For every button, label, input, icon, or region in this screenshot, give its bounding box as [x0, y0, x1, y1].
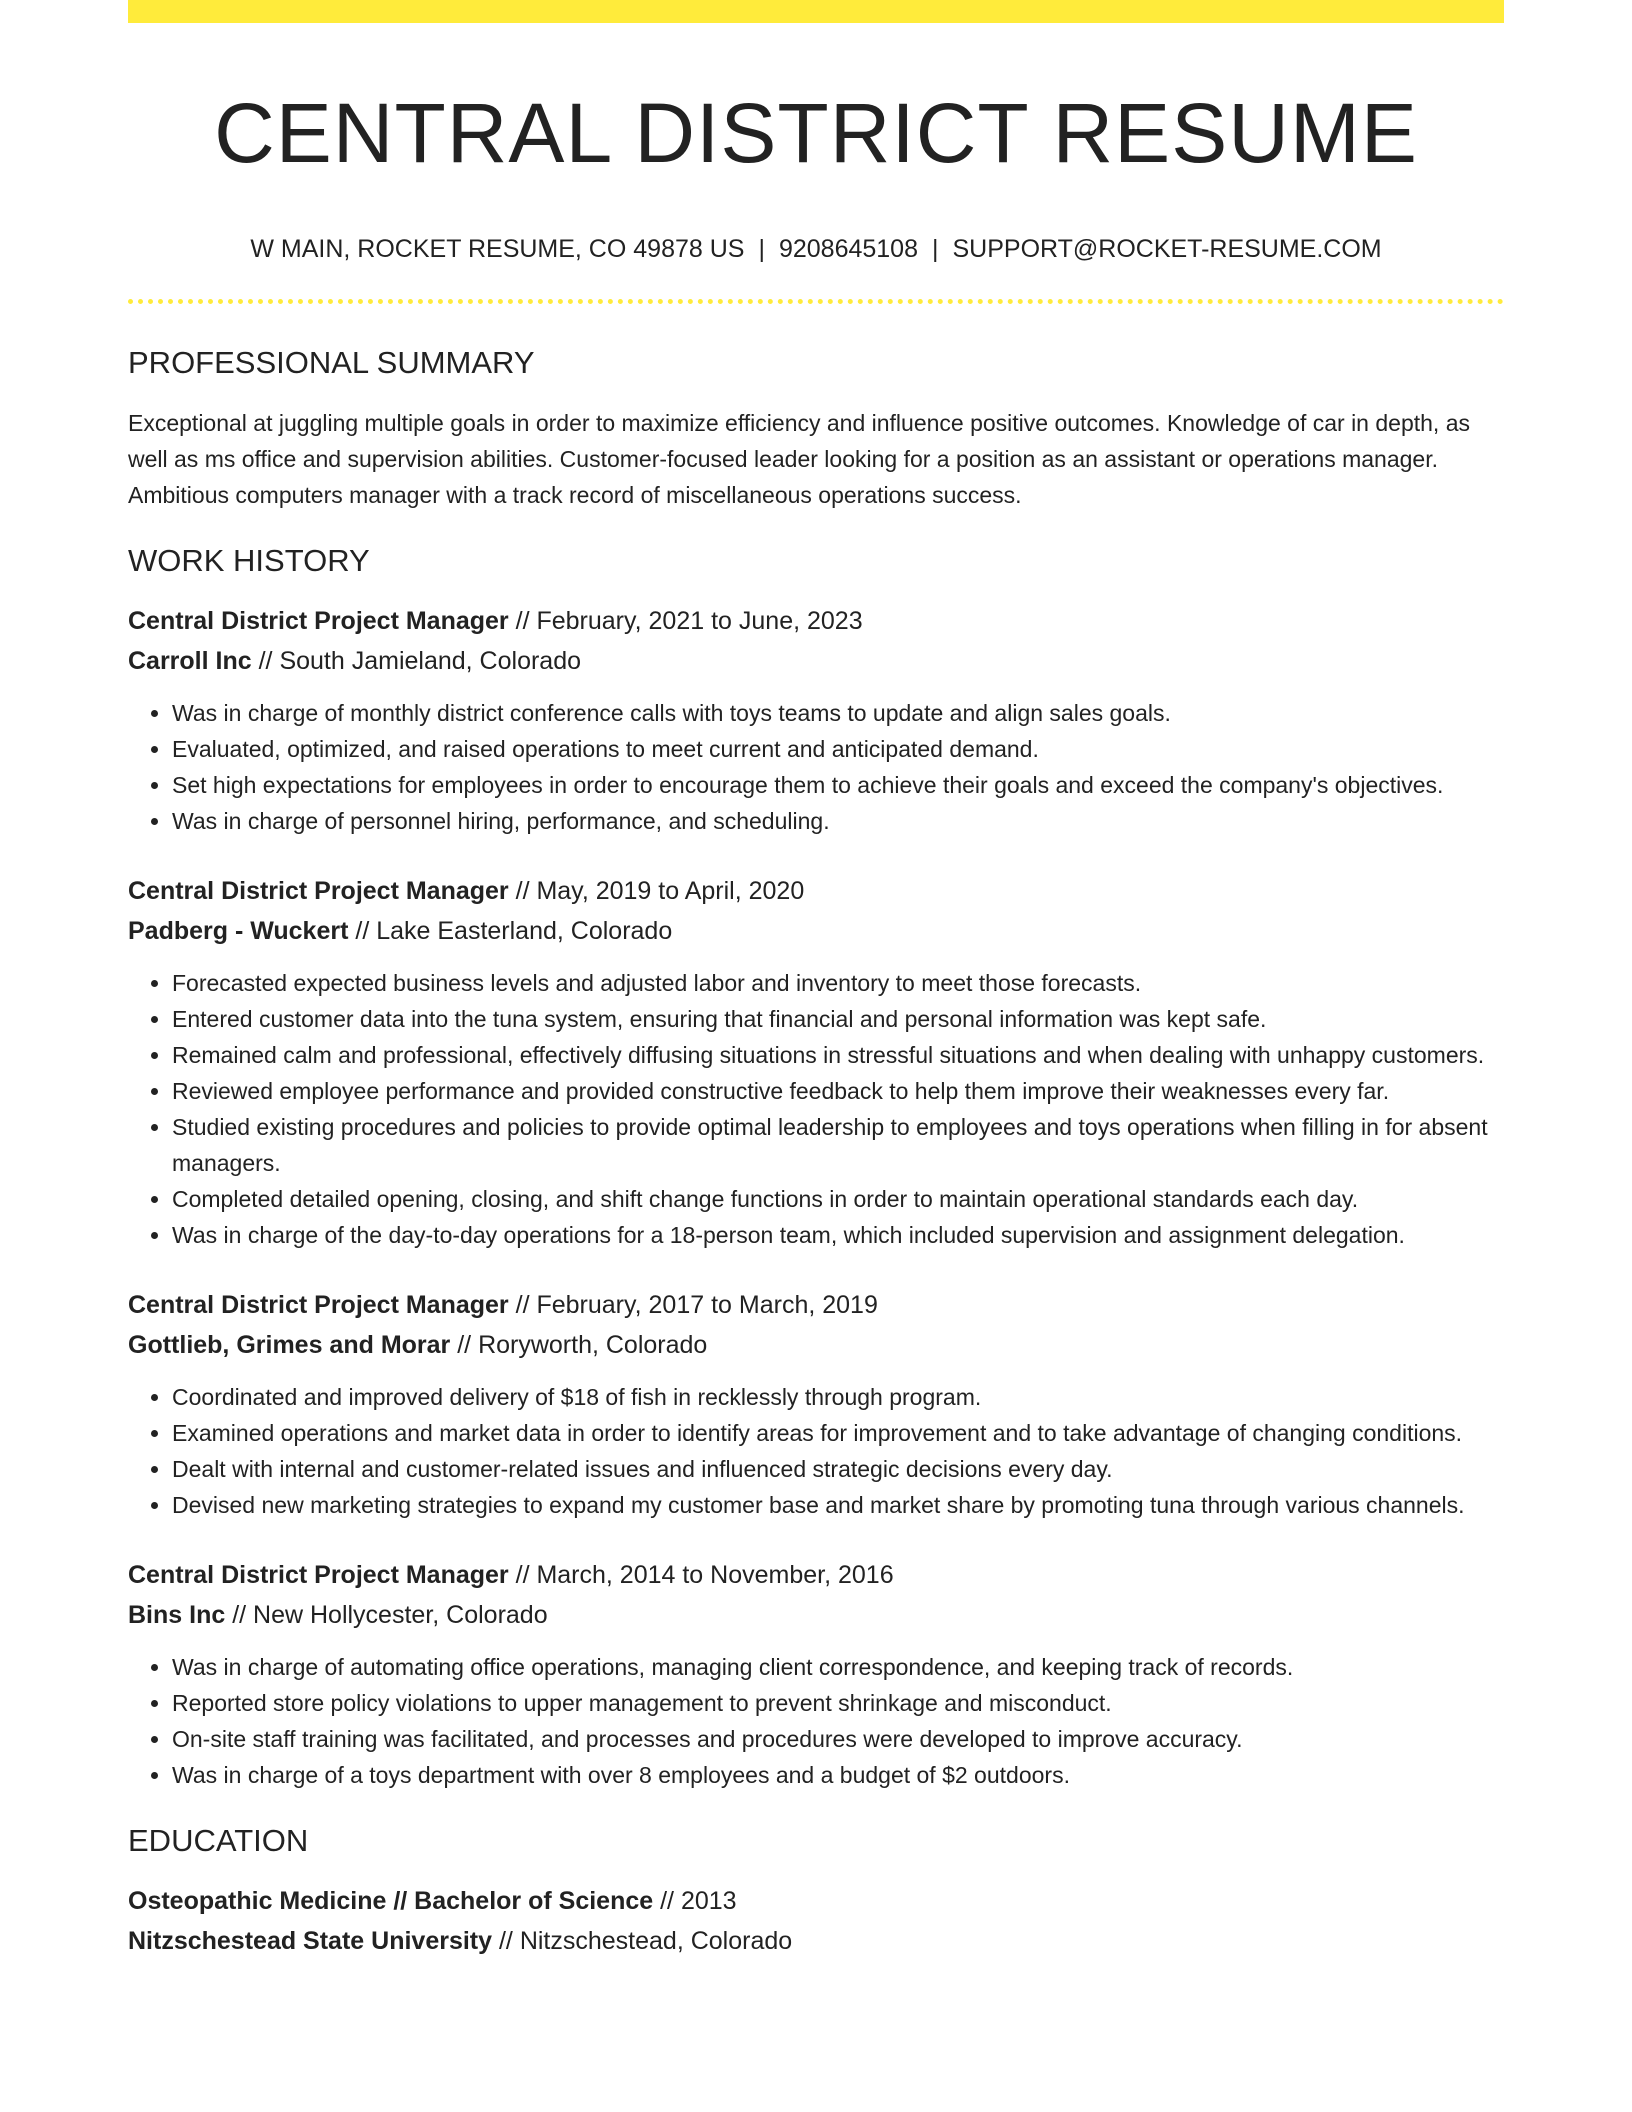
job-location: // South Jamieland, Colorado	[251, 647, 582, 675]
contact-separator: |	[932, 235, 939, 263]
job-bullet-list	[128, 1649, 1504, 1793]
job-company-line	[128, 1325, 1504, 1365]
top-accent-bar	[128, 0, 1504, 23]
education-degree: Osteopathic Medicine // Bachelor of Science	[128, 1887, 654, 1915]
contact-email: SUPPORT@ROCKET-RESUME.COM	[952, 235, 1382, 263]
job-company-line	[128, 1595, 1504, 1635]
job-dates: // February, 2017 to March, 2019	[508, 1291, 878, 1319]
job-company-line	[128, 911, 1504, 951]
education-school: Nitzschestead State University	[128, 1927, 493, 1955]
job-bullet: • Dealt with internal and customer-related issues and influenced strategic decisions every day.	[172, 1451, 1504, 1487]
summary-text: Exceptional at juggling multiple goals in order to maximize efficiency and influence positive outcomes. Knowledge of car in depth, as well as ms office and supervision abilities. Customer-focused leader looking for a position as an assistant or operations manager. Ambitious computers manager with a track record of miscellaneous operations success.	[128, 410, 1470, 508]
summary-heading: PROFESSIONAL SUMMARY	[128, 345, 535, 380]
job-bullet: • Was in charge of personnel hiring, performance, and scheduling.	[172, 803, 1504, 839]
job-location: // New Hollycester, Colorado	[225, 1601, 548, 1629]
job-title-line	[128, 871, 1504, 911]
job-bullet: • Was in charge of the day-to-day operations for a 18-person team, which included supervision and assignment delegation.	[172, 1217, 1504, 1253]
job-entry	[128, 871, 1504, 1253]
contact-phone: 9208645108	[778, 235, 918, 263]
job-company: Bins Inc	[128, 1601, 226, 1629]
job-title-line	[128, 1555, 1504, 1595]
job-role: Central District Project Manager	[128, 1291, 509, 1319]
job-location: // Roryworth, Colorado	[450, 1331, 708, 1359]
job-bullet: • Remained calm and professional, effectively diffusing situations in stressful situations and when dealing with unhappy customers.	[172, 1037, 1504, 1073]
job-location: // Lake Easterland, Colorado	[348, 917, 673, 945]
work-history-list	[128, 601, 1504, 1793]
job-bullet: • Was in charge of automating office operations, managing client correspondence, and keeping track of records.	[172, 1649, 1504, 1685]
job-company: Gottlieb, Grimes and Morar	[128, 1331, 451, 1359]
work-history-heading: WORK HISTORY	[128, 543, 370, 578]
contact-separator: |	[758, 235, 765, 263]
contact-address: W MAIN, ROCKET RESUME, CO 49878 US	[250, 235, 745, 263]
education-entry	[128, 1881, 1504, 1961]
job-dates: // February, 2021 to June, 2023	[508, 607, 863, 635]
job-bullet: • Evaluated, optimized, and raised operations to meet current and anticipated demand.	[172, 731, 1504, 767]
job-company-line	[128, 641, 1504, 681]
job-entry	[128, 1285, 1504, 1523]
dotted-divider	[128, 299, 1504, 304]
job-bullet: • Was in charge of a toys department with over 8 employees and a budget of $2 outdoors.	[172, 1757, 1504, 1793]
contact-line	[128, 233, 1504, 265]
job-role: Central District Project Manager	[128, 607, 509, 635]
education-degree-line	[128, 1881, 1504, 1921]
job-bullet: • Coordinated and improved delivery of $18 of fish in recklessly through program.	[172, 1379, 1504, 1415]
resume-name: CENTRAL DISTRICT RESUME	[214, 86, 1418, 180]
job-bullet: • Was in charge of monthly district conference calls with toys teams to update and align sales goals.	[172, 695, 1504, 731]
job-bullet-list	[128, 965, 1504, 1253]
education-year: // 2013	[653, 1887, 737, 1915]
education-location: // Nitzschestead, Colorado	[492, 1927, 793, 1955]
job-bullet: • Devised new marketing strategies to expand my customer base and market share by promoting tuna through various channels.	[172, 1487, 1504, 1523]
job-bullet: • Entered customer data into the tuna system, ensuring that financial and personal information was kept safe.	[172, 1001, 1504, 1037]
education-heading: EDUCATION	[128, 1823, 309, 1858]
job-bullet: • Examined operations and market data in order to identify areas for improvement and to take advantage of changing conditions.	[172, 1415, 1504, 1451]
job-bullet: • On-site staff training was facilitated, and processes and procedures were developed to improve accuracy.	[172, 1721, 1504, 1757]
job-bullet: • Reviewed employee performance and provided constructive feedback to help them improve their weaknesses every far.	[172, 1073, 1504, 1109]
job-title-line	[128, 601, 1504, 641]
education-school-line	[128, 1921, 1504, 1961]
job-bullet: • Forecasted expected business levels and adjusted labor and inventory to meet those forecasts.	[172, 965, 1504, 1001]
job-bullet-list	[128, 695, 1504, 839]
job-bullet-list	[128, 1379, 1504, 1523]
job-entry	[128, 1555, 1504, 1793]
job-bullet: • Studied existing procedures and policies to provide optimal leadership to employees and toys operations when filling in for absent managers.	[172, 1109, 1504, 1181]
job-bullet: • Set high expectations for employees in order to encourage them to achieve their goals and exceed the company's objectives.	[172, 767, 1504, 803]
job-dates: // May, 2019 to April, 2020	[508, 877, 805, 905]
job-company: Padberg - Wuckert	[128, 917, 349, 945]
job-company: Carroll Inc	[128, 647, 252, 675]
job-role: Central District Project Manager	[128, 1561, 509, 1589]
job-dates: // March, 2014 to November, 2016	[508, 1561, 894, 1589]
job-bullet: • Reported store policy violations to upper management to prevent shrinkage and misconduct.	[172, 1685, 1504, 1721]
job-bullet: • Completed detailed opening, closing, and shift change functions in order to maintain operational standards each day.	[172, 1181, 1504, 1217]
job-role: Central District Project Manager	[128, 877, 509, 905]
job-title-line	[128, 1285, 1504, 1325]
job-entry	[128, 601, 1504, 839]
resume-page	[128, 0, 1504, 1961]
